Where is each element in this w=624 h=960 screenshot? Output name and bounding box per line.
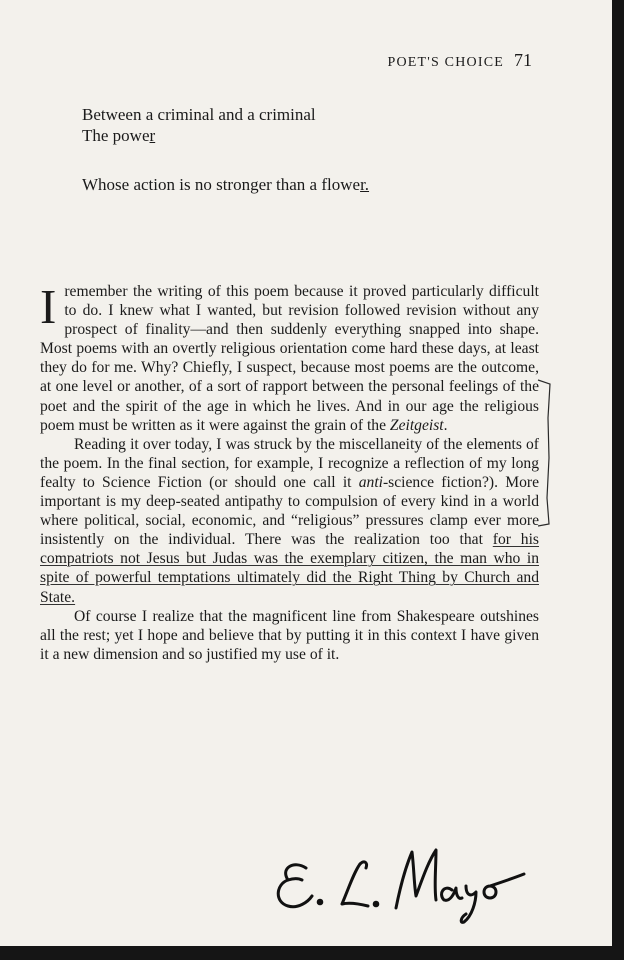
paragraph-1: I remember the writing of this poem because it proved particularly difficult to do. I knew what I wanted, but revision followed revision without any prospect of finality—and then suddenly everything snapped into shape. Most poems with an overtly religious orientation come hard these days, at least they do for me. Why? Chiefly, I suspect, because most poems are the outcome, at one level or another, of a sort of rapport between the personal feelings of the poet and the spirit of the age in which he lives. And in our age the religious poem must be written as it were against the grain of the Zeitgeist. <box>40 279 539 434</box>
margin-bracket-mark <box>536 378 554 528</box>
poem-excerpt <box>82 104 369 195</box>
handwritten-signature <box>268 838 528 926</box>
underlined-passage: for his compatriots not Jesus but Judas was the exemplary citizen, the man who in spite of powerful temptations ultimately did the Right Thing by Church and State. <box>40 531 539 606</box>
paragraph-3: Of course I realize that the magnificent line from Shakespeare outshines all the rest; yet I hope and believe that by putting it in this context I have given it a new dimension and so justified my use of it. <box>40 607 539 663</box>
poem-line-3: Whose action is no stronger than a flower. <box>82 175 370 194</box>
paragraph-2: Reading it over today, I was struck by the miscellaneity of the elements of the poem. In the final section, for example, I recognize a reflection of my long fealty to Science Fiction (or should one call it anti-science fiction?). More important is my deep-seated antipathy to compulsion of every kind in a world where political, social, economic, and “religious” pressures clamp ever more insistently on the individual. There was the realization too that for his compatriots not Jesus but Judas was the exemplary citizen, the man who in spite of powerful temptations ultimately did the Right Thing by Church and State. <box>40 435 539 606</box>
drop-cap: I <box>40 279 57 334</box>
poem-line-1: Between a criminal and a criminal <box>82 105 316 124</box>
poem-line-2: The power <box>82 126 156 145</box>
running-title: POET'S CHOICE <box>387 55 504 70</box>
commentary-text <box>40 279 539 664</box>
editorial-mark: r. <box>360 175 370 194</box>
italic-term: Zeitgeist <box>389 416 444 434</box>
italic-term: anti <box>358 473 383 491</box>
page-number: 71 <box>514 50 532 70</box>
running-header <box>387 50 532 71</box>
editorial-mark: r <box>149 126 156 145</box>
